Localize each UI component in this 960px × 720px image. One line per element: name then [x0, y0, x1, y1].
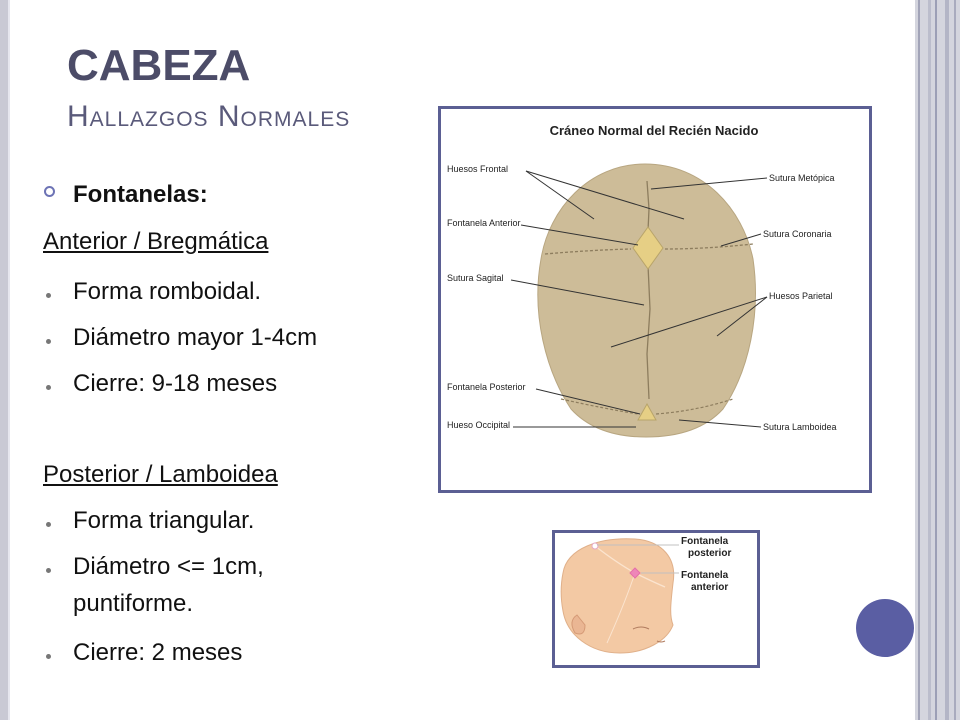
- section-heading: Fontanelas:: [73, 181, 208, 208]
- list-item: Diámetro <= 1cm,: [73, 553, 264, 580]
- label-sutura-lamboidea: Sutura Lamboidea: [763, 422, 837, 432]
- anterior-subheading: Anterior / Bregmática: [43, 228, 269, 255]
- label-sutura-metopica: Sutura Metópica: [769, 173, 835, 183]
- bullet-dot-icon: [46, 293, 51, 298]
- list-item: Cierre: 9-18 meses: [73, 370, 278, 397]
- infant-head-illustration: [555, 533, 757, 665]
- skull-illustration: [441, 109, 869, 490]
- label-huesos-parietal: Huesos Parietal: [769, 291, 833, 301]
- bullet-dot-icon: [46, 568, 51, 573]
- label-fontanela-anterior-line1: Fontanela: [681, 570, 729, 581]
- list-item: Cierre: 2 meses: [73, 639, 243, 666]
- list-item: Forma triangular.: [73, 507, 255, 534]
- skull-shape: [538, 164, 756, 437]
- label-fontanela-posterior-line2: posterior: [688, 548, 732, 559]
- infant-head-diagram: [552, 530, 760, 668]
- label-fontanela-anterior-line2: anterior: [691, 582, 729, 593]
- skull-diagram: [438, 106, 872, 493]
- label-sutura-coronaria: Sutura Coronaria: [763, 229, 832, 239]
- bullet-dot-icon: [46, 339, 51, 344]
- infant-head: [561, 539, 674, 653]
- posterior-subheading: Posterior / Lamboidea: [43, 461, 278, 488]
- circle-bullet-icon: [44, 186, 55, 197]
- slide-right-border: [915, 0, 960, 720]
- bullet-dot-icon: [46, 385, 51, 390]
- bullet-dot-icon: [46, 654, 51, 659]
- label-fontanela-posterior-line1: Fontanela: [681, 536, 729, 547]
- label-huesos-frontal: Huesos Frontal: [447, 164, 509, 174]
- slide-title: CABEZA: [67, 41, 251, 90]
- decorative-circle: [856, 599, 914, 657]
- slide-left-border: [0, 0, 8, 720]
- list-item: Diámetro mayor 1-4cm: [73, 324, 318, 351]
- label-fontanela-anterior: Fontanela Anterior: [447, 218, 521, 228]
- list-item: Forma romboidal.: [73, 278, 262, 305]
- slide-subtitle: Hallazgos Normales: [67, 100, 351, 133]
- label-fontanela-posterior: Fontanela Posterior: [447, 382, 526, 392]
- bullet-dot-icon: [46, 522, 51, 527]
- list-item-continuation: puntiforme.: [73, 590, 194, 617]
- figure-title: Cráneo Normal del Recién Nacido: [549, 123, 759, 138]
- label-sutura-sagital: Sutura Sagital: [447, 273, 504, 283]
- label-hueso-occipital: Hueso Occipital: [447, 420, 511, 430]
